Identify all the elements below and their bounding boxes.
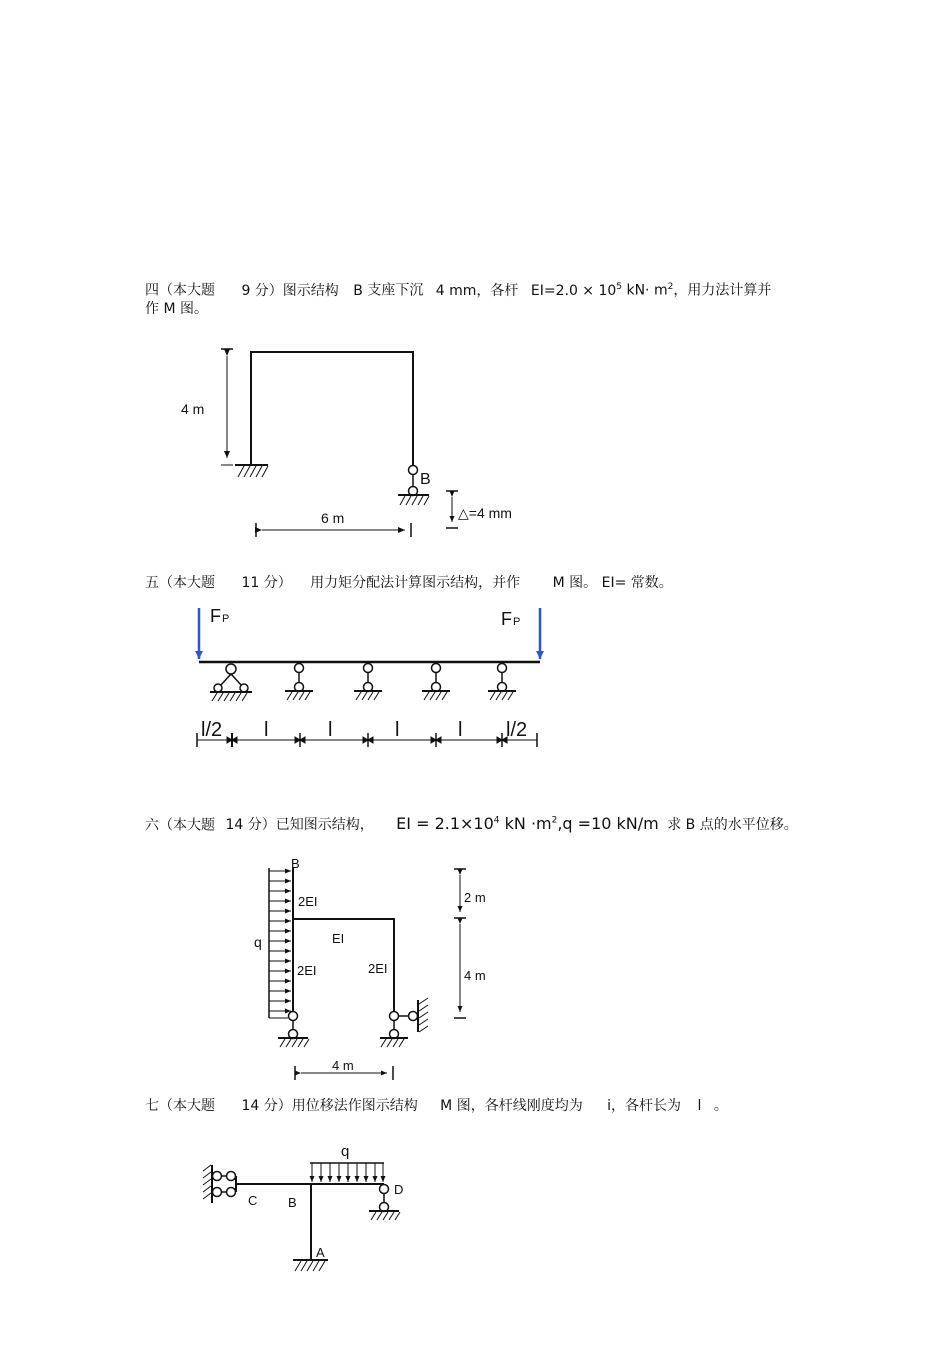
q4-text-line2: 作 M 图。: [145, 301, 208, 317]
q7-label-d: D: [394, 1182, 404, 1197]
q5-ei: EI= 常数。: [601, 575, 673, 591]
q5-prefix: 五（本大题: [145, 575, 215, 591]
q5-fp-right: FP: [501, 609, 521, 629]
q6-formula: EI = $2.1\times 10^4$ kN $\cdot m^2,q =10$ kN/m: [396, 814, 659, 834]
q5-pin-support: [210, 664, 252, 701]
q4-ei-m: m: [649, 282, 668, 299]
q6-dim-top: 2 m: [464, 890, 486, 905]
q6-dim-bottom: 4 m: [464, 968, 486, 983]
q7-load-arrows: [312, 1163, 383, 1182]
q4-fixed-hatch: [238, 466, 268, 477]
q7-support-a-hatch: [295, 1261, 325, 1271]
q5-span-label-3: l: [328, 719, 333, 741]
q4-body-tail: ，用力法计算并: [673, 282, 772, 299]
q5-span-label-6: l/2: [506, 719, 528, 741]
q4-label-b: B: [420, 471, 431, 488]
q4-ei-exp: 5: [616, 282, 623, 292]
q5-span-label-1: l/2: [201, 719, 223, 741]
q6-suffix: 求 B 点的水平位移。: [667, 817, 798, 834]
q4-support: B: [353, 282, 363, 299]
q7-figure: [203, 1163, 400, 1271]
q6-label-b: B: [291, 856, 300, 871]
q4-body: 支座下沉: [367, 282, 424, 299]
q4-figure: [221, 349, 458, 537]
q7-label-c: C: [248, 1193, 258, 1208]
q7-prefix: 七（本大题: [145, 1098, 215, 1114]
q5-fp-left: FP: [210, 606, 230, 626]
q5-span-label-5: l: [458, 719, 463, 741]
q4-delta-label: △=4 mm: [458, 505, 512, 521]
q5-roller-supports: [285, 664, 516, 701]
q5-span-label-4: l: [395, 719, 400, 741]
q5-span-label-2: l: [264, 719, 269, 741]
q7-l: l: [697, 1098, 702, 1114]
q5-span-dimensions: [197, 733, 537, 747]
q5-body: 用力矩分配法计算图示结构，并作: [310, 575, 521, 591]
q6-dim-span: 4 m: [332, 1058, 354, 1073]
q4-score: 9 分）图示结构: [241, 282, 339, 299]
q4-span-label: 6 m: [321, 510, 345, 526]
q4-prefix: 四（本大题: [145, 282, 215, 299]
q4-ei-unit: kN·: [622, 282, 650, 299]
q7-label-a: A: [316, 1245, 325, 1260]
q7-end: 。: [713, 1098, 728, 1114]
q5-figure: [197, 608, 540, 747]
q4-frame: [251, 352, 413, 470]
q6-right-support: [380, 998, 428, 1047]
q5-m: M 图。: [552, 575, 598, 591]
q4-ei: EI=2.0 × 10: [530, 282, 617, 299]
q7-label-b: B: [288, 1195, 297, 1210]
q7-score: 14 分）用位移法作图示结构: [241, 1098, 418, 1114]
q6-left-support: [278, 1012, 309, 1048]
q6-load-arrows: [269, 871, 291, 1018]
q4-ei-m-exp: 2: [667, 282, 674, 292]
q7-i: i，各杆长为: [607, 1098, 682, 1114]
q7-q-label: q: [341, 1143, 350, 1160]
q4-settle: 4 mm，各杆: [435, 282, 519, 299]
q6-prefix: 六（本大题: [145, 817, 215, 834]
q6-q-label: q: [254, 934, 262, 950]
q4-height-label: 4 m: [181, 401, 205, 417]
q6-ei-left: 2EI: [297, 963, 317, 978]
q7-support-c: [203, 1165, 236, 1203]
q6-ei-beam: EI: [332, 931, 345, 946]
q5-score: 11 分）: [241, 575, 292, 591]
q6-ei-right: 2EI: [368, 961, 388, 976]
q6-ei-top: 2EI: [298, 894, 318, 909]
q6-score: 14 分）已知图示结构，: [225, 817, 374, 834]
q7-m: M 图，各杆线刚度均为: [440, 1098, 583, 1114]
